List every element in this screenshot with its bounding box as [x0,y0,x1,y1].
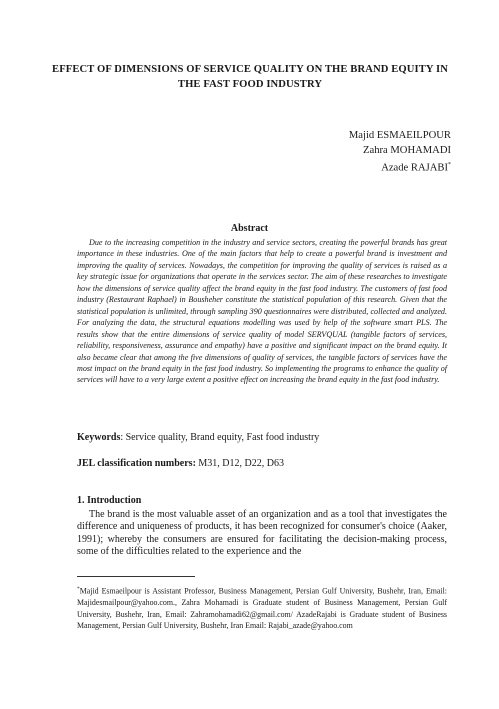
jel-line [77,458,284,469]
introduction-body: The brand is the most valuable asset of an organization and as a tool that investigates the difference and uniqueness of products, it has been recognized for consumer's choice (Aaker, 1991); whereby the consumers are ensured for facilitating the decision-making process, some of the difficulties related to the experience and the [77,509,447,557]
abstract-heading: Abstract [230,223,269,234]
keywords-value: : Service quality, Brand equity, Fast food industry [120,432,320,443]
author-name: Azade RAJABI* [381,162,451,174]
abstract-body: Due to the increasing competition in the industry and service sectors, creating the powerful brands has great importance in these industries. One of the main factors that help to create a powerful brand is investment and improving the quality of services. Nowadays, the competition for improving the quality of services is raised as a key strategic issue for organizations that operate in the services sector. The aim of these researches to investigate how the dimensions of service quality affect the brand equity in the fast food industry. The customers of fast food industry (Restaurant Raphael) in Bousheher constitute the statistical population of this research. Given that the statistical population is unlimited, through sampling 390 questionnaires were distributed, collected and analyzed. For analyzing the data, the structural equations modelling was used by help of the software smart PLS. The results show that the entire dimensions of service quality of model SERVQUAL (tangible factors of services, reliability, responsiveness, assurance and empathy) have a positive and significant impact on the brand equity. It also became clear that among the five dimensions of quality of services, the tangible factors of services have the most impact on the brand equity in the fast food industry. So implementing the programs to enhance the quality of services will have to a very large extent a positive effect on increasing the brand equity in the fast food industry. [77,238,447,385]
footnote-rule [77,576,195,577]
jel-value: M31, D12, D22, D63 [195,458,284,469]
author-name: Majid ESMAEILPOUR [348,130,451,141]
keywords-line [77,432,319,443]
footnote [77,584,447,632]
section-heading: 1. Introduction [77,495,142,506]
keywords-label: Keywords [77,432,121,443]
author-list [349,128,451,176]
footnote-marker: * [77,586,80,592]
footnote-text: Majid Esmaeilpour is Assistant Professor, Business Management, Persian Gulf University, Bushehr, Iran, Email: Majidesmailpour@yahoo.com., Zahra Mohamadi is Graduate student of Business Management, Persian Gulf University, Bushehr, Iran, Email: Zahramohamadi62@gmail.com/ AzadeRajabi is Graduate student of Business Management, Persian Gulf University, Bushehr, Iran Email: Rajabi_azade@yahoo.com [77,586,447,631]
author-name: Zahra MOHAMADI [363,145,451,156]
paper-title: EFFECT OF DIMENSIONS OF SERVICE QUALITY ON THE BRAND EQUITY IN THE FAST FOOD INDUSTRY [52,64,448,90]
jel-label: JEL classification numbers: [77,458,196,469]
footnote-marker: * [448,162,451,168]
